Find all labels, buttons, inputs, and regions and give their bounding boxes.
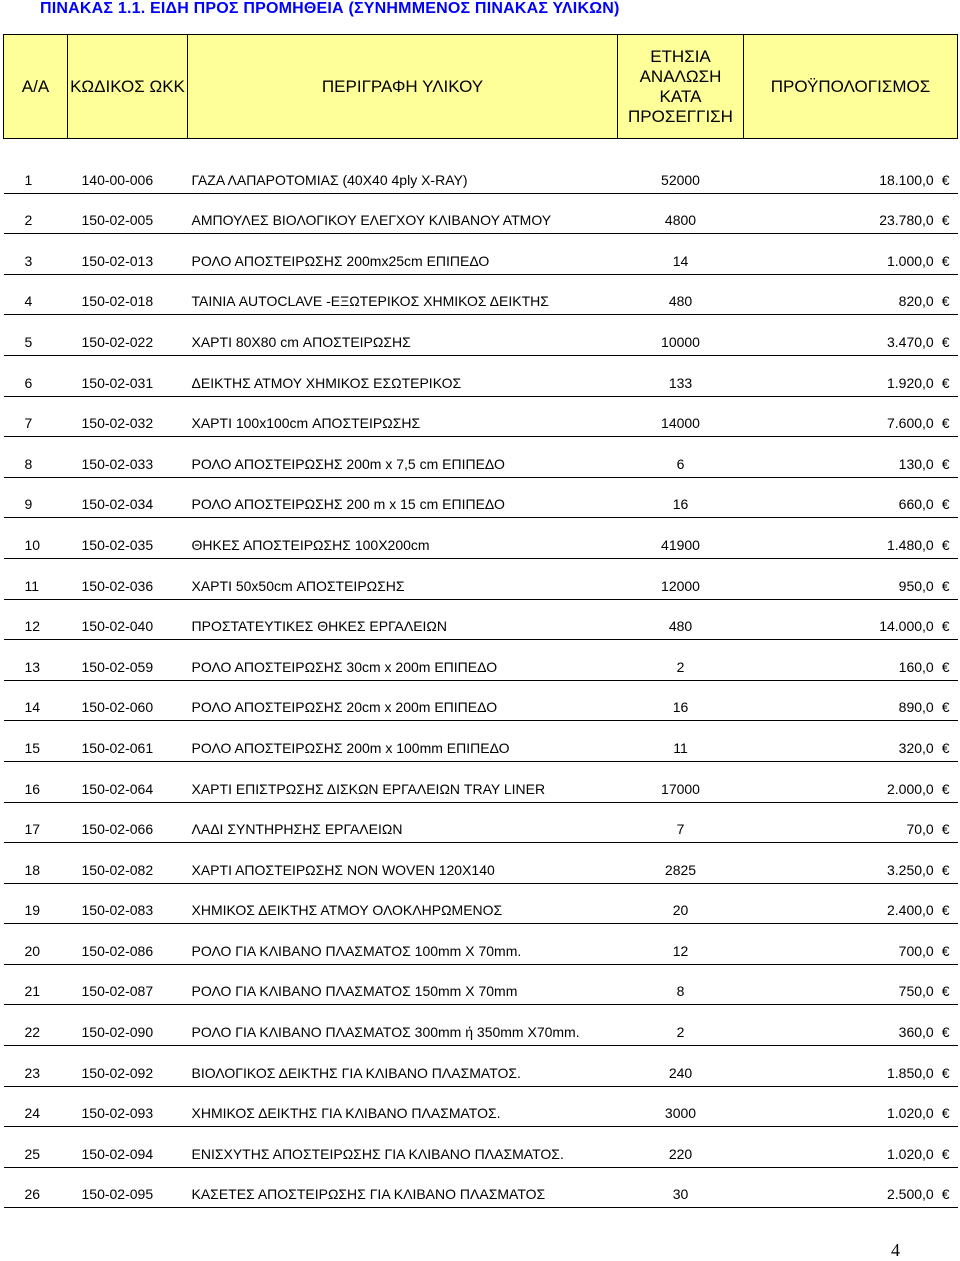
row-annual-consumption: 220 xyxy=(618,1127,744,1168)
row-description: ΡΟΛΟ ΑΠΟΣΤΕΙΡΩΣΗΣ 30cm x 200m ΕΠΙΠΕΔΟ xyxy=(188,640,618,681)
table-row xyxy=(4,1005,958,1046)
table-row xyxy=(4,437,958,478)
euro-sign: € xyxy=(941,415,950,432)
row-code: 150-02-013 xyxy=(68,234,188,275)
table-row xyxy=(4,477,958,518)
row-aa: 19 xyxy=(4,883,68,924)
row-description: ΠΡΟΣΤΑΤΕΥΤΙΚΕΣ ΘΗΚΕΣ ΕΡΓΑΛΕΙΩΝ xyxy=(188,599,618,640)
row-code: 150-02-087 xyxy=(68,964,188,1005)
row-code: 150-02-086 xyxy=(68,924,188,965)
euro-sign: € xyxy=(941,496,950,513)
row-budget xyxy=(744,558,958,599)
row-budget xyxy=(744,761,958,802)
row-description: ΘΗΚΕΣ ΑΠΟΣΤΕΙΡΩΣΗΣ 100Χ200cm xyxy=(188,518,618,559)
row-description: ΧΗΜΙΚΟΣ ΔΕΙΚΤΗΣ ΓΙΑ ΚΛΙΒΑΝΟ ΠΛΑΣΜΑΤΟΣ. xyxy=(188,1086,618,1127)
row-aa: 3 xyxy=(4,234,68,275)
row-description: ΕΝΙΣΧΥΤΗΣ ΑΠΟΣΤΕΙΡΩΣΗΣ ΓΙΑ ΚΛΙΒΑΝΟ ΠΛΑΣΜΑΤΟΣ. xyxy=(188,1127,618,1168)
row-code: 150-02-031 xyxy=(68,355,188,396)
row-description: ΚΑΣΕΤΕΣ ΑΠΟΣΤΕΙΡΩΣΗΣ ΓΙΑ ΚΛΙΒΑΝΟ ΠΛΑΣΜΑΤΟΣ xyxy=(188,1167,618,1208)
row-budget-value: 2.000,0 xyxy=(886,780,934,797)
row-aa: 11 xyxy=(4,558,68,599)
row-description: ΧΗΜΙΚΟΣ ΔΕΙΚΤΗΣ ΑΤΜΟΥ ΟΛΟΚΛΗΡΩΜΕΝΟΣ xyxy=(188,883,618,924)
row-budget xyxy=(744,802,958,843)
row-annual-consumption: 30 xyxy=(618,1167,744,1208)
row-description: ΑΜΠΟΥΛΕΣ ΒΙΟΛΟΓΙΚΟΥ ΕΛΕΓΧΟΥ ΚΛΙΒΑΝΟΥ ΑΤΜΟΥ xyxy=(188,193,618,234)
materials-table xyxy=(3,34,958,1208)
row-budget xyxy=(744,355,958,396)
row-budget xyxy=(744,274,958,315)
row-annual-consumption: 16 xyxy=(618,477,744,518)
euro-sign: € xyxy=(941,1024,950,1041)
row-budget-value: 130,0 xyxy=(898,455,934,472)
row-annual-consumption: 2 xyxy=(618,1005,744,1046)
row-aa: 22 xyxy=(4,1005,68,1046)
euro-sign: € xyxy=(941,861,950,878)
euro-sign: € xyxy=(941,902,950,919)
row-annual-consumption: 11 xyxy=(618,721,744,762)
row-code: 150-02-064 xyxy=(68,761,188,802)
row-description: ΡΟΛΟ ΓΙΑ ΚΛΙΒΑΝΟ ΠΛΑΣΜΑΤΟΣ 100mm X 70mm. xyxy=(188,924,618,965)
row-budget-value: 70,0 xyxy=(906,821,934,838)
table-row xyxy=(4,843,958,884)
row-code: 150-02-061 xyxy=(68,721,188,762)
row-aa: 1 xyxy=(4,153,68,194)
row-budget-value: 160,0 xyxy=(898,658,934,675)
row-description: ΡΟΛΟ ΑΠΟΣΤΕΙΡΩΣΗΣ 20cm x 200m ΕΠΙΠΕΔΟ xyxy=(188,680,618,721)
row-aa: 14 xyxy=(4,680,68,721)
table-body xyxy=(4,139,958,1208)
table-row xyxy=(4,315,958,356)
row-budget-value: 820,0 xyxy=(898,293,934,310)
row-annual-consumption: 133 xyxy=(618,355,744,396)
row-code: 150-02-083 xyxy=(68,883,188,924)
table-row xyxy=(4,1086,958,1127)
row-annual-consumption: 7 xyxy=(618,802,744,843)
table-row xyxy=(4,802,958,843)
row-description: ΡΟΛΟ ΓΙΑ ΚΛΙΒΑΝΟ ΠΛΑΣΜΑΤΟΣ 150mm X 70mm xyxy=(188,964,618,1005)
row-aa: 25 xyxy=(4,1127,68,1168)
row-description: ΡΟΛΟ ΓΙΑ ΚΛΙΒΑΝΟ ΠΛΑΣΜΑΤΟΣ 300mm ή 350mm X70mm. xyxy=(188,1005,618,1046)
row-budget-value: 2.400,0 xyxy=(886,902,934,919)
row-budget xyxy=(744,640,958,681)
header-description: ΠΕΡΙΓΡΑΦΗ ΥΛΙΚΟΥ xyxy=(188,35,618,139)
euro-sign: € xyxy=(941,293,950,310)
row-budget xyxy=(744,477,958,518)
table-row xyxy=(4,274,958,315)
row-budget xyxy=(744,315,958,356)
row-budget-value: 890,0 xyxy=(898,699,934,716)
row-code: 140-00-006 xyxy=(68,153,188,194)
row-budget xyxy=(744,153,958,194)
row-budget-value: 950,0 xyxy=(898,577,934,594)
row-code: 150-02-005 xyxy=(68,193,188,234)
row-budget xyxy=(744,599,958,640)
row-annual-consumption: 3000 xyxy=(618,1086,744,1127)
row-annual-consumption: 12000 xyxy=(618,558,744,599)
row-code: 150-02-033 xyxy=(68,437,188,478)
row-budget xyxy=(744,883,958,924)
header-aa: Α/Α xyxy=(4,35,68,139)
row-code: 150-02-059 xyxy=(68,640,188,681)
row-annual-consumption: 10000 xyxy=(618,315,744,356)
euro-sign: € xyxy=(941,374,950,391)
euro-sign: € xyxy=(941,212,950,229)
row-code: 150-02-036 xyxy=(68,558,188,599)
row-aa: 20 xyxy=(4,924,68,965)
row-code: 150-02-022 xyxy=(68,315,188,356)
row-aa: 15 xyxy=(4,721,68,762)
row-budget xyxy=(744,924,958,965)
row-code: 150-02-082 xyxy=(68,843,188,884)
row-code: 150-02-093 xyxy=(68,1086,188,1127)
row-budget xyxy=(744,1005,958,1046)
row-description: ΛΑΔΙ ΣΥΝΤΗΡΗΣΗΣ ΕΡΓΑΛΕΙΩΝ xyxy=(188,802,618,843)
table-row xyxy=(4,355,958,396)
row-annual-consumption: 16 xyxy=(618,680,744,721)
row-budget xyxy=(744,1046,958,1087)
row-description: ΡΟΛΟ ΑΠΟΣΤΕΙΡΩΣΗΣ 200mx25cm ΕΠΙΠΕΔΟ xyxy=(188,234,618,275)
table-row xyxy=(4,153,958,194)
row-aa: 24 xyxy=(4,1086,68,1127)
row-budget xyxy=(744,396,958,437)
euro-sign: € xyxy=(941,455,950,472)
row-code: 150-02-094 xyxy=(68,1127,188,1168)
row-description: ΤΑΙΝΙΑ AUTOCLAVE -ΕΞΩΤΕΡΙΚΟΣ ΧΗΜΙΚΟΣ ΔΕΙΚΤΗΣ xyxy=(188,274,618,315)
row-annual-consumption: 480 xyxy=(618,274,744,315)
row-budget xyxy=(744,1167,958,1208)
row-budget-value: 23.780,0 xyxy=(879,212,934,229)
euro-sign: € xyxy=(941,577,950,594)
row-description: ΧΑΡΤΙ 80Χ80 cm ΑΠΟΣΤΕΙΡΩΣΗΣ xyxy=(188,315,618,356)
table-row xyxy=(4,558,958,599)
row-annual-consumption: 6 xyxy=(618,437,744,478)
table-row xyxy=(4,761,958,802)
row-description: ΒΙΟΛΟΓΙΚΟΣ ΔΕΙΚΤΗΣ ΓΙΑ ΚΛΙΒΑΝΟ ΠΛΑΣΜΑΤΟΣ. xyxy=(188,1046,618,1087)
euro-sign: € xyxy=(941,171,950,188)
row-annual-consumption: 41900 xyxy=(618,518,744,559)
header-spacer xyxy=(4,139,958,153)
row-code: 150-02-034 xyxy=(68,477,188,518)
row-code: 150-02-092 xyxy=(68,1046,188,1087)
euro-sign: € xyxy=(941,983,950,1000)
table-header-row xyxy=(4,35,958,139)
row-aa: 6 xyxy=(4,355,68,396)
row-description: ΡΟΛΟ ΑΠΟΣΤΕΙΡΩΣΗΣ 200m x 100mm ΕΠΙΠΕΔΟ xyxy=(188,721,618,762)
row-aa: 13 xyxy=(4,640,68,681)
row-aa: 4 xyxy=(4,274,68,315)
euro-sign: € xyxy=(941,658,950,675)
row-budget-value: 1.850,0 xyxy=(886,1064,934,1081)
row-annual-consumption: 2 xyxy=(618,640,744,681)
row-budget xyxy=(744,437,958,478)
table-row xyxy=(4,924,958,965)
row-budget-value: 1.000,0 xyxy=(886,252,934,269)
row-aa: 8 xyxy=(4,437,68,478)
row-annual-consumption: 240 xyxy=(618,1046,744,1087)
row-code: 150-02-060 xyxy=(68,680,188,721)
table-row xyxy=(4,234,958,275)
euro-sign: € xyxy=(941,252,950,269)
table-row xyxy=(4,518,958,559)
row-budget-value: 7.600,0 xyxy=(886,415,934,432)
row-description: ΓΑΖΑ ΛΑΠΑΡΟΤΟΜΙΑΣ (40Χ40 4ply X-RAY) xyxy=(188,153,618,194)
table-row xyxy=(4,1127,958,1168)
row-code: 150-02-032 xyxy=(68,396,188,437)
table-row xyxy=(4,1046,958,1087)
page-title: ΠΙΝΑΚΑΣ 1.1. ΕΙΔΗ ΠΡΟΣ ΠΡΟΜΗΘΕΙΑ (ΣΥΝΗΜΜΕΝΟΣ ΠΙΝΑΚΑΣ ΥΛΙΚΩΝ) xyxy=(40,0,620,17)
row-budget-value: 1.020,0 xyxy=(886,1145,934,1162)
row-description: ΡΟΛΟ ΑΠΟΣΤΕΙΡΩΣΗΣ 200m x 7,5 cm ΕΠΙΠΕΔΟ xyxy=(188,437,618,478)
table-row xyxy=(4,396,958,437)
row-annual-consumption: 52000 xyxy=(618,153,744,194)
row-aa: 2 xyxy=(4,193,68,234)
euro-sign: € xyxy=(941,1186,950,1203)
euro-sign: € xyxy=(941,1105,950,1122)
row-budget-value: 1.020,0 xyxy=(886,1105,934,1122)
row-annual-consumption: 4800 xyxy=(618,193,744,234)
euro-sign: € xyxy=(941,942,950,959)
row-budget xyxy=(744,518,958,559)
row-budget-value: 320,0 xyxy=(898,739,934,756)
row-aa: 16 xyxy=(4,761,68,802)
row-code: 150-02-095 xyxy=(68,1167,188,1208)
row-annual-consumption: 14 xyxy=(618,234,744,275)
row-budget-value: 1.480,0 xyxy=(886,536,934,553)
row-aa: 21 xyxy=(4,964,68,1005)
row-code: 150-02-018 xyxy=(68,274,188,315)
row-aa: 18 xyxy=(4,843,68,884)
row-code: 150-02-035 xyxy=(68,518,188,559)
row-budget xyxy=(744,193,958,234)
row-description: ΧΑΡΤΙ ΕΠΙΣΤΡΩΣΗΣ ΔΙΣΚΩΝ ΕΡΓΑΛΕΙΩΝ TRAY LINER xyxy=(188,761,618,802)
row-description: ΧΑΡΤΙ 50x50cm ΑΠΟΣΤΕΙΡΩΣΗΣ xyxy=(188,558,618,599)
header-code: ΚΩΔΙΚΟΣ ΩΚΚ xyxy=(68,35,188,139)
row-budget-value: 2.500,0 xyxy=(886,1186,934,1203)
row-budget-value: 360,0 xyxy=(898,1024,934,1041)
row-budget-value: 750,0 xyxy=(898,983,934,1000)
row-budget-value: 14.000,0 xyxy=(879,618,934,635)
table-row xyxy=(4,1167,958,1208)
row-code: 150-02-066 xyxy=(68,802,188,843)
row-aa: 17 xyxy=(4,802,68,843)
euro-sign: € xyxy=(941,333,950,350)
row-budget xyxy=(744,721,958,762)
row-aa: 7 xyxy=(4,396,68,437)
row-annual-consumption: 480 xyxy=(618,599,744,640)
row-budget-value: 3.470,0 xyxy=(886,333,934,350)
row-budget-value: 18.100,0 xyxy=(879,171,934,188)
row-aa: 9 xyxy=(4,477,68,518)
header-budget: ΠΡΟΫΠΟΛΟΓΙΣΜΟΣ xyxy=(744,35,958,139)
row-budget xyxy=(744,234,958,275)
euro-sign: € xyxy=(941,739,950,756)
table-row xyxy=(4,640,958,681)
table-row xyxy=(4,193,958,234)
row-aa: 23 xyxy=(4,1046,68,1087)
row-budget xyxy=(744,964,958,1005)
euro-sign: € xyxy=(941,1145,950,1162)
row-annual-consumption: 14000 xyxy=(618,396,744,437)
row-description: ΔΕΙΚΤΗΣ ΑΤΜΟΥ ΧΗΜΙΚΟΣ ΕΣΩΤΕΡΙΚΟΣ xyxy=(188,355,618,396)
row-aa: 12 xyxy=(4,599,68,640)
row-annual-consumption: 2825 xyxy=(618,843,744,884)
row-description: ΧΑΡΤΙ ΑΠΟΣΤΕΙΡΩΣΗΣ NON WOVEN 120X140 xyxy=(188,843,618,884)
row-annual-consumption: 17000 xyxy=(618,761,744,802)
page-number: 4 xyxy=(891,1240,900,1260)
row-aa: 5 xyxy=(4,315,68,356)
euro-sign: € xyxy=(941,618,950,635)
row-budget-value: 1.920,0 xyxy=(886,374,934,391)
table-row xyxy=(4,721,958,762)
row-annual-consumption: 20 xyxy=(618,883,744,924)
table-row xyxy=(4,599,958,640)
row-annual-consumption: 8 xyxy=(618,964,744,1005)
row-aa: 26 xyxy=(4,1167,68,1208)
row-budget xyxy=(744,1086,958,1127)
header-annual-consumption: ΕΤΗΣΙΑ ΑΝΑΛΩΣΗ ΚΑΤΑ ΠΡΟΣΕΓΓΙΣΗ xyxy=(618,35,744,139)
row-budget xyxy=(744,1127,958,1168)
euro-sign: € xyxy=(941,821,950,838)
table-row xyxy=(4,680,958,721)
row-aa: 10 xyxy=(4,518,68,559)
table-row xyxy=(4,964,958,1005)
table-row xyxy=(4,883,958,924)
row-budget xyxy=(744,680,958,721)
euro-sign: € xyxy=(941,536,950,553)
row-annual-consumption: 12 xyxy=(618,924,744,965)
row-budget-value: 700,0 xyxy=(898,942,934,959)
row-description: ΧΑΡΤΙ 100x100cm ΑΠΟΣΤΕΙΡΩΣΗΣ xyxy=(188,396,618,437)
row-code: 150-02-040 xyxy=(68,599,188,640)
euro-sign: € xyxy=(941,780,950,797)
row-budget-value: 660,0 xyxy=(898,496,934,513)
row-description: ΡΟΛΟ ΑΠΟΣΤΕΙΡΩΣΗΣ 200 m x 15 cm ΕΠΙΠΕΔΟ xyxy=(188,477,618,518)
row-budget xyxy=(744,843,958,884)
euro-sign: € xyxy=(941,1064,950,1081)
row-budget-value: 3.250,0 xyxy=(886,861,934,878)
euro-sign: € xyxy=(941,699,950,716)
row-code: 150-02-090 xyxy=(68,1005,188,1046)
